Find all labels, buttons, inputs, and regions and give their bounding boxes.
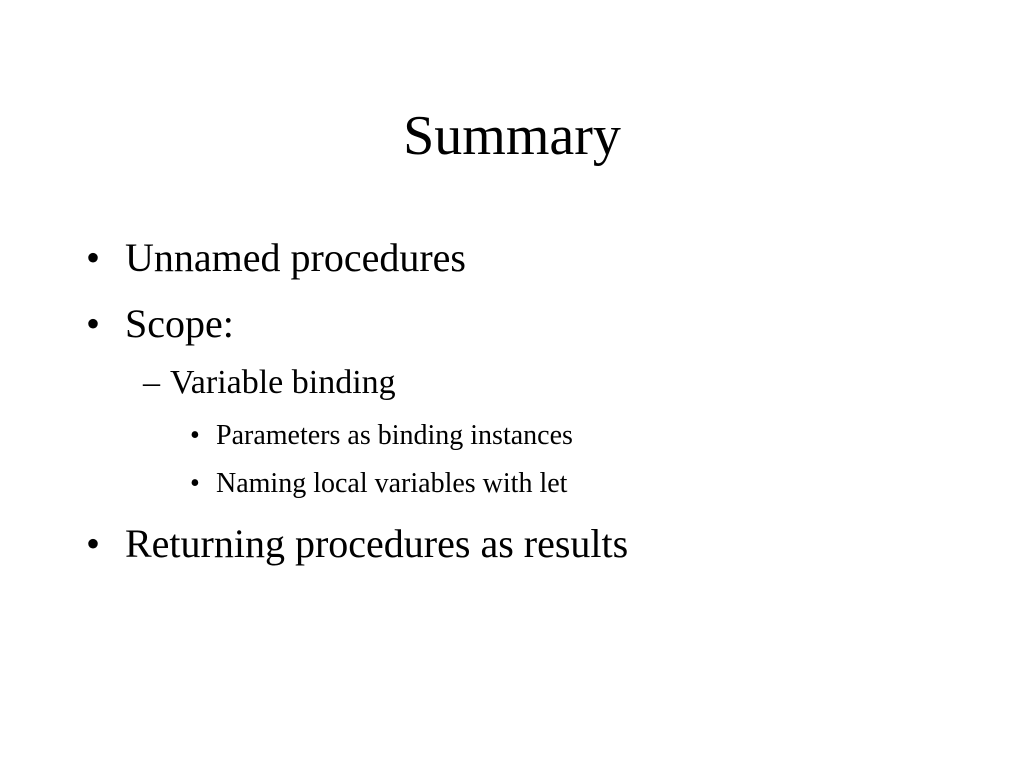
bullet-marker: • bbox=[190, 420, 200, 451]
bullet-text: Returning procedures as results bbox=[125, 521, 629, 566]
bullet-text: Unnamed procedures bbox=[125, 235, 466, 280]
bullet-text: Parameters as binding instances bbox=[216, 420, 573, 451]
bullet-text: Naming local variables with let bbox=[216, 468, 568, 499]
slide-title: Summary bbox=[403, 105, 621, 167]
bullet-marker: • bbox=[86, 521, 101, 566]
bullet-text: Scope: bbox=[125, 301, 234, 346]
bullet-marker: • bbox=[86, 235, 101, 280]
bullet-text: Variable binding bbox=[170, 364, 396, 401]
bullet-marker: • bbox=[190, 468, 200, 499]
dash-marker: – bbox=[143, 364, 160, 401]
bullet-marker: • bbox=[86, 301, 101, 346]
